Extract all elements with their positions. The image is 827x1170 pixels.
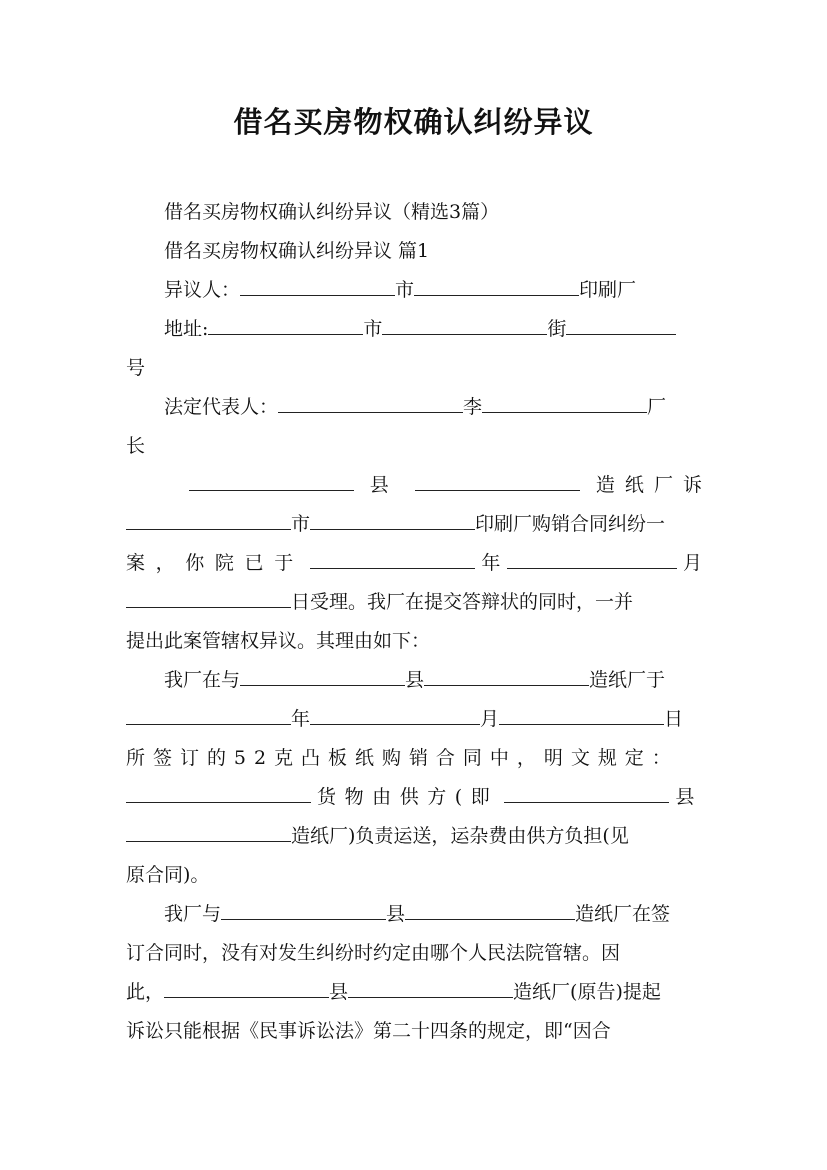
blank-line (208, 316, 363, 335)
text: 法定代表人： (164, 396, 279, 418)
text: 市 (395, 279, 415, 301)
blank-line (240, 277, 395, 296)
blank-line (126, 706, 291, 725)
text: 印刷厂 (579, 279, 637, 301)
blank-line (189, 472, 354, 491)
text: 县 (405, 669, 425, 691)
paragraph (126, 349, 702, 388)
blank-line (348, 979, 513, 998)
text: 造纸厂)负责运送，运杂费由供方负担(见 (291, 825, 629, 847)
text: 异议人： (164, 279, 241, 301)
paragraph (126, 661, 702, 700)
text: 造纸厂于 (589, 669, 666, 691)
paragraph (126, 973, 702, 1012)
blank-line (310, 511, 475, 530)
text: 日 (664, 708, 684, 730)
paragraph (126, 505, 702, 544)
text: 县 (386, 903, 406, 925)
paragraph (126, 232, 702, 271)
text: 借名买房物权确认纠纷异议（精选3篇） (164, 201, 500, 223)
text: 街 (547, 318, 567, 340)
text: 年 (481, 552, 501, 574)
blank-line (566, 316, 676, 335)
text: 订合同时，没有对发生纠纷时约定由哪个人民法院管辖。因 (126, 942, 621, 964)
blank-line (382, 316, 547, 335)
text: 日受理。我厂在提交答辩状的同时，一并 (291, 591, 634, 613)
paragraph (126, 193, 702, 232)
text: 县 (675, 786, 695, 808)
blank-line (499, 706, 664, 725)
text: 借名买房物权确认纠纷异议 篇1 (164, 240, 430, 262)
text: 地址: (164, 318, 209, 340)
blank-line (278, 394, 463, 413)
blank-line (415, 472, 580, 491)
blank-line (221, 901, 386, 920)
text: 造纸厂诉 (595, 474, 702, 496)
text: 厂 (647, 396, 667, 418)
text: 此， (126, 981, 165, 1003)
text: 印刷厂购销合同纠纷一 (475, 513, 666, 535)
paragraph (126, 739, 702, 778)
blank-line (405, 901, 575, 920)
blank-line (424, 667, 589, 686)
paragraph (126, 388, 702, 427)
paragraph (126, 271, 702, 310)
paragraph (126, 817, 702, 856)
text: 案，你院已于 (126, 552, 304, 574)
paragraph (126, 778, 702, 817)
text: 我厂在与 (164, 669, 241, 691)
document-title: 借名买房物权确认纠纷异议 (233, 105, 594, 139)
text: 市 (363, 318, 383, 340)
text: 长 (126, 435, 146, 457)
text: 月 (682, 552, 702, 574)
paragraph (126, 700, 702, 739)
text: 县 (329, 981, 349, 1003)
blank-line (414, 277, 579, 296)
paragraph (126, 544, 702, 583)
blank-line (126, 784, 311, 803)
paragraph (126, 310, 702, 349)
blank-line (164, 979, 329, 998)
text: 市 (291, 513, 311, 535)
text: 提出此案管辖权异议。其理由如下： (126, 630, 431, 652)
paragraph (126, 583, 702, 622)
text: 我厂与 (164, 903, 222, 925)
blank-line (126, 511, 291, 530)
text: 年 (291, 708, 311, 730)
blank-line (504, 784, 669, 803)
paragraph (126, 934, 702, 973)
paragraph (126, 622, 702, 661)
paragraph (126, 856, 702, 895)
text: 造纸厂(原告)提起 (513, 981, 661, 1003)
paragraph (126, 466, 702, 505)
paragraph (126, 427, 702, 466)
text: 月 (480, 708, 500, 730)
text: 原合同)。 (126, 864, 210, 886)
text: 李 (463, 396, 483, 418)
text: 号 (126, 357, 146, 379)
text: 诉讼只能根据《民事诉讼法》第二十四条的规定，即“因合 (126, 1020, 611, 1042)
text: 货物由供方(即 (317, 786, 499, 808)
blank-line (126, 823, 291, 842)
blank-line (482, 394, 647, 413)
text: 所签订的52克凸板纸购销合同中，明文规定： (126, 747, 679, 769)
blank-line (310, 706, 480, 725)
text: 县 (369, 474, 399, 496)
paragraph (126, 1012, 702, 1051)
blank-line (310, 550, 475, 569)
document-body (126, 193, 702, 1051)
blank-line (240, 667, 405, 686)
text: 造纸厂在签 (575, 903, 671, 925)
blank-line (126, 589, 291, 608)
paragraph (126, 895, 702, 934)
blank-line (507, 550, 677, 569)
